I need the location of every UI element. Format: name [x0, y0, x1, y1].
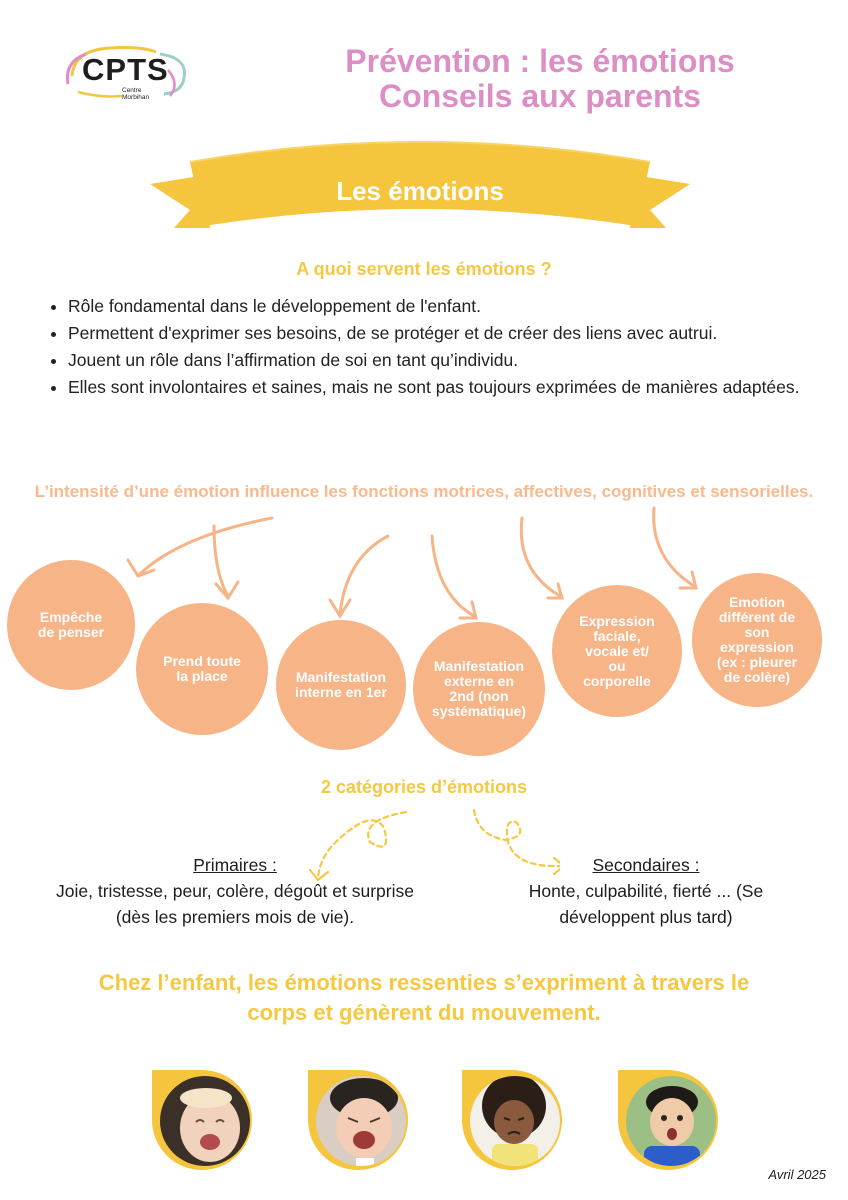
section-question: A quoi servent les émotions ? — [296, 259, 552, 279]
circle-text: systématique) — [431, 703, 527, 719]
logo-name: CPTS — [82, 52, 169, 87]
circle-text: Manifestation — [433, 658, 525, 674]
primary-line1: Joie, tristesse, peur, colère, dégoût et surprise — [56, 881, 414, 901]
bullet-item: • Jouent un rôle dans l’affirmation de soi en tant qu’individu. — [68, 347, 826, 374]
logo-sub-line1: Centre — [122, 87, 142, 94]
effect-circle-2 — [136, 603, 268, 735]
primary-title: Primaires : — [193, 855, 277, 875]
photo-image — [160, 1076, 250, 1166]
surprised-child-illustration — [626, 1076, 716, 1166]
circle-text: Manifestation — [295, 669, 387, 685]
page-title-line2: Conseils aux parents — [379, 78, 701, 114]
child-photo-laughing — [152, 1070, 252, 1170]
page-title-line1: Prévention : les émotions — [345, 43, 735, 79]
circle-text: différent de — [718, 609, 796, 625]
effect-circle-5 — [552, 585, 682, 717]
secondary-emotions — [496, 852, 796, 930]
section-banner — [150, 128, 690, 238]
secondary-line2: développent plus tard) — [559, 907, 733, 927]
primary-line2: (dès les premiers mois de vie). — [115, 907, 355, 927]
photo-image — [470, 1076, 560, 1166]
circle-text: vocale et/ — [585, 642, 649, 659]
crying-child-illustration — [316, 1076, 406, 1166]
logo-sub-line2: Morbihan — [122, 94, 150, 101]
circle-text: de colère) — [723, 669, 791, 685]
bullet-item: • Elles sont involontaires et saines, mais ne sont pas toujours exprimées de manières adaptées. — [68, 374, 826, 401]
bullet-item: • Permettent d'exprimer ses besoins, de se protéger et de créer des liens avec autrui. — [68, 320, 826, 347]
child-photo-surprised — [618, 1070, 718, 1170]
circle-text: Empêche — [39, 609, 103, 625]
conclusion-line1: Chez l’enfant, les émotions ressenties s’expriment à travers le — [98, 970, 750, 995]
effect-circle-1 — [7, 560, 135, 690]
circle-text: la place — [176, 668, 228, 684]
banner-label: Les émotions — [336, 176, 504, 206]
circle-text: (ex : pleurer — [716, 654, 798, 670]
secondary-title: Secondaires : — [592, 855, 700, 875]
cpts-logo — [60, 40, 192, 102]
conclusion-line2: corps et génèrent du mouvement. — [247, 1000, 601, 1025]
circle-text: interne en 1er — [295, 684, 387, 700]
bullet-item: • Rôle fondamental dans le développement de l'enfant. — [68, 293, 826, 320]
circle-text: externe en — [443, 673, 515, 689]
photo-image — [316, 1076, 406, 1166]
child-photo-grumpy — [462, 1070, 562, 1170]
effect-circle-3 — [276, 620, 406, 750]
circle-text: faciale, — [593, 627, 641, 644]
intensity-statement: L’intensité d’une émotion influence les fonctions motrices, affectives, cognitives et sensorielles. — [34, 482, 814, 501]
publication-date: Avril 2025 — [768, 1167, 826, 1182]
circle-text: expression — [720, 639, 794, 655]
photo-image — [626, 1076, 716, 1166]
bullet-list — [46, 293, 826, 401]
effect-circle-4 — [413, 622, 545, 756]
effect-circle-6 — [692, 573, 822, 707]
circle-text: corporelle — [583, 672, 651, 689]
circle-text: Prend toute — [163, 653, 241, 669]
grumpy-child-illustration — [470, 1076, 560, 1166]
categories-heading: 2 catégories d’émotions — [320, 777, 528, 797]
logo-subtitle — [122, 87, 149, 101]
child-photo-crying — [308, 1070, 408, 1170]
circle-text: 2nd (non — [449, 688, 509, 704]
laughing-child-illustration — [160, 1076, 250, 1166]
circle-text: ou — [608, 657, 626, 674]
conclusion-text — [40, 968, 808, 1028]
circle-text: Emotion — [728, 594, 785, 610]
secondary-line1: Honte, culpabilité, fierté ... (Se — [528, 881, 764, 901]
circle-text: Expression — [579, 612, 655, 629]
primary-emotions — [20, 852, 450, 930]
circle-text: son — [744, 624, 770, 640]
circle-text: de penser — [37, 624, 105, 640]
